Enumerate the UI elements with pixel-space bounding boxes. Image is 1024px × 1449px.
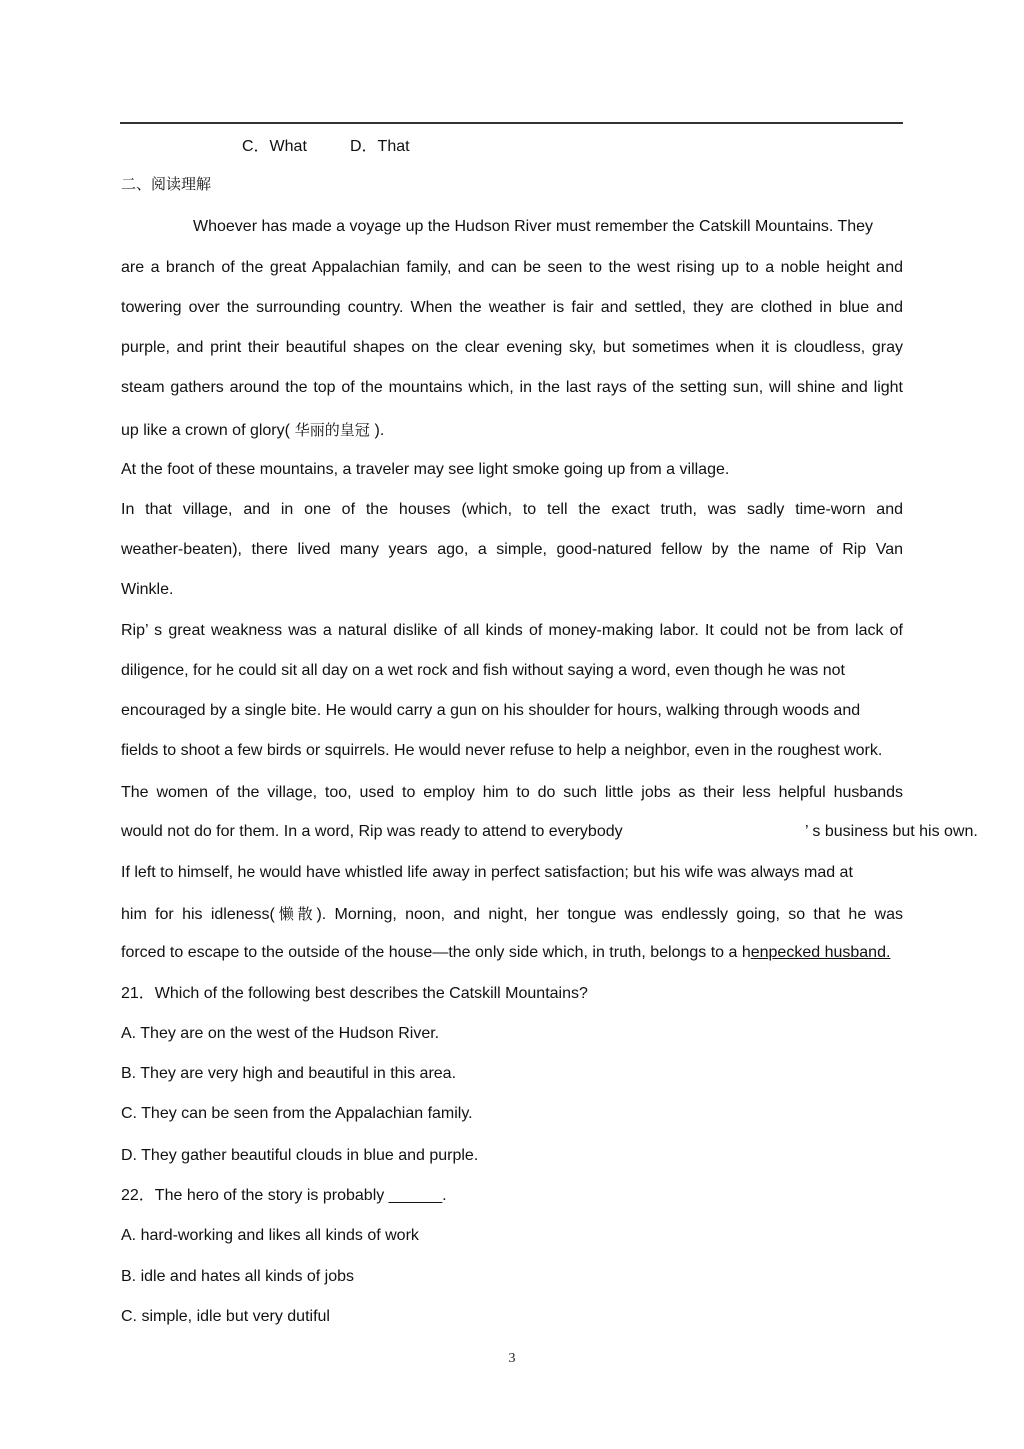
passage-p4-line9	[121, 943, 890, 963]
passage-p1-line2: are a branch of the great Appalachian family, and can be seen to the west rising up to a noble height and	[121, 259, 903, 276]
question-21-option-d: D. They gather beautiful clouds in blue and purple.	[121, 1147, 479, 1164]
question-22-option-a: A. hard-working and likes all kinds of work	[121, 1227, 419, 1244]
passage-text: up like a crown of glory(	[121, 422, 290, 439]
passage-text: forced to escape to the outside of the house—the only side which, in truth, belongs to a h	[121, 944, 751, 961]
passage-p4-line8	[121, 904, 903, 925]
question-21-option-c: C. They can be seen from the Appalachian family.	[121, 1105, 473, 1122]
passage-p4-line7: If left to himself, he would have whistled life away in perfect satisfaction; but his wife was always mad at	[121, 864, 853, 881]
passage-p4-line3: encouraged by a single bite. He would carry a gun on his shoulder for hours, walking through woods and	[121, 702, 861, 719]
passage-p1-line6	[121, 420, 384, 441]
passage-p1-line3: towering over the surrounding country. When the weather is fair and settled, they are clothed in blue and	[121, 299, 903, 316]
passage-p1-line1: Whoever has made a voyage up the Hudson River must remember the Catskill Mountains. They	[193, 218, 874, 235]
passage-p4-line4: fields to shoot a few birds or squirrels. He would never refuse to help a neighbor, even in the roughest work.	[121, 742, 883, 759]
passage-text: ’ s business but his own.	[805, 823, 978, 840]
passage-p1-line5: steam gathers around the top of the mountains which, in the last rays of the setting sun, will shine and light	[121, 379, 903, 396]
underlined-phrase: enpecked husband.	[750, 944, 891, 961]
question-22-option-c: C. simple, idle but very dutiful	[121, 1308, 330, 1325]
question-21-option-b: B. They are very high and beautiful in this area.	[121, 1065, 457, 1082]
option-c: C．What	[242, 138, 307, 155]
chinese-gloss: 华丽的皇冠	[289, 421, 375, 439]
passage-text: ). Morning, noon, and night, her tongue was endlessly going, so that he was	[316, 906, 903, 923]
option-d: D．That	[350, 138, 410, 155]
question-21-stem: 21．Which of the following best describes the Catskill Mountains?	[121, 985, 588, 1002]
passage-p3-line1: In that village, and in one of the houses (which, to tell the exact truth, was sadly time-worn and	[121, 501, 903, 518]
passage-p4-line6	[121, 822, 991, 842]
passage-p4-line1: Rip’ s great weakness was a natural dislike of all kinds of money-making labor. It could not be from lack of	[121, 622, 903, 639]
passage-p3-line3: Winkle.	[121, 581, 174, 598]
passage-p2: At the foot of these mountains, a traveler may see light smoke going up from a village.	[121, 461, 730, 478]
question-22-stem: 22．The hero of the story is probably ______.	[121, 1187, 447, 1204]
chinese-gloss: 懒散	[274, 905, 317, 923]
page-number: 3	[508, 1351, 516, 1366]
passage-text: would not do for them. In a word, Rip was ready to attend to everybody	[121, 823, 623, 840]
passage-p1-line4: purple, and print their beautiful shapes on the clear evening sky, but sometimes when it is cloudless, gray	[121, 339, 903, 356]
passage-p4-line2: diligence, for he could sit all day on a wet rock and fish without saying a word, even though he was not	[121, 662, 845, 679]
passage-p4-line5: The women of the village, too, used to employ him to do such little jobs as their less helpful husbands	[121, 784, 903, 801]
question-21-option-a: A. They are on the west of the Hudson River.	[121, 1025, 440, 1042]
passage-p3-line2: weather-beaten), there lived many years ago, a simple, good-natured fellow by the name of Rip Van	[121, 541, 903, 558]
header-rule	[120, 122, 903, 124]
passage-text: ).	[374, 422, 385, 439]
passage-text: him for his idleness(	[121, 906, 275, 923]
question-22-option-b: B. idle and hates all kinds of jobs	[121, 1268, 355, 1285]
section-title: 二、阅读理解	[121, 175, 212, 193]
